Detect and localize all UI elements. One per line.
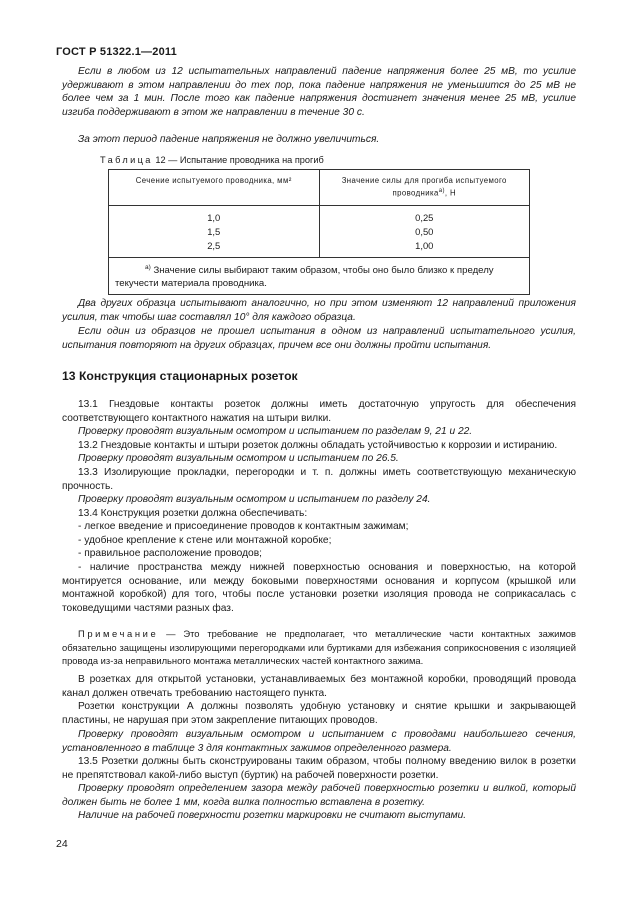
table-header-footnote-mark: а) [438,188,445,194]
open-installation-paragraph: В розетках для открытой установки, устанавливаемых без монтажной коробки, проводящий провода канал должен отвечать требованию настоящего пункта. [62,674,576,699]
note-text: — Это требование не предполагает, что металлические части контактных зажимов обязательно защищены изолирующими перегородками или буртиками для избежания соприкосновения с изоляцией провода из-за неправильного монтажа металлических частей контактного зажима. [62,628,576,667]
table-cell: 0,25 [415,211,434,223]
document-header: ГОСТ Р 51322.1—2011 [56,46,177,58]
after-table-paragraph-1: Два других образца испытывают аналогично, но при этом изменяют 12 направлений приложения усилия, так чтобы шаг составлял 10° для каждого образца. [62,298,576,323]
clause-13-2: 13.2 Гнездовые контакты и штыри розеток должны обладать устойчивостью к коррозии и истиранию. [78,440,558,451]
clause-13-3-check: Проверку проводят визуальным осмотром и испытанием по разделу 24. [78,494,431,505]
clause-13-4: 13.4 Конструкция розетки должна обеспечивать: [78,508,308,519]
table-header-section: Сечение испытуемого проводника, мм² [109,170,320,206]
clause-13-5: 13.5 Розетки должны быть сконструированы таким образом, чтобы полному введению вилок в розетки не препятствовал какой-либо выступ (буртик) на рабочей поверхности розетки. [62,756,576,781]
table-sections-cell [109,205,320,257]
table-values-row [109,205,530,257]
section-heading: 13 Конструкция стационарных розеток [62,369,298,383]
clause-13-1-check: Проверку проводят визуальным осмотром и испытанием по разделам 9, 21 и 22. [78,426,473,437]
note-label: Примечание [78,628,159,639]
table-caption [100,155,324,165]
intro-paragraph-2: За этот период падение напряжения не должно увеличиться. [78,134,380,145]
after-table-paragraph-2: Если один из образцов не прошел испытания в одном из направлений испытательного усилия, испытания повторяют на других образцах, причем все они должны пройти испытания. [62,326,576,351]
clause-13-5-marking: Наличие на рабочей поверхности розетки маркировки не считают выступами. [78,810,467,821]
table-footnote: $^{а)}$ Значение силы выбирают таким образом, чтобы оно было близко к пределу текучести материала проводника. [109,257,530,294]
construction-a-paragraph: Розетки конструкции А должны позволять удобную установку и снятие крышки и закрывающей пластины, не нарушая при этом закрепление питающих проводов. [62,701,576,726]
table-forces-cell [319,205,530,257]
list-item: - правильное расположение проводов; [78,548,262,559]
table-cell: 1,5 [207,225,221,237]
construction-a-check: Проверку проводят визуальным осмотром и испытанием с проводами наибольшего сечения, установленного в таблице 3 для контактных зажимов определенного размера. [62,729,576,754]
list-item: - удобное крепление к стене или монтажной коробке; [78,535,332,546]
list-item: - легкое введение и присоединение проводов к контактным зажимам; [78,521,409,532]
note-paragraph [62,627,576,668]
table-cell: 1,00 [415,239,434,251]
table-footnote-mark: а) [145,263,151,271]
table-header-force: Значение силы для прогиба испытуемого проводника$^{а)}$, Н [319,170,530,206]
clause-13-5-check: Проверку проводят определением зазора между рабочей поверхностью розетки и вилкой, который должен быть не более 1 мм, когда вилка полностью вставлена в розетку. [62,783,576,808]
bend-test-table [108,169,530,295]
clause-13-2-check: Проверку проводят визуальным осмотром и испытанием по 26.5. [78,453,399,464]
intro-paragraph-1: Если в любом из 12 испытательных направлений падение напряжения более 25 мВ, то усилие удерживают в этом направлении до тех пор, пока падение напряжения не уменьшится до 25 мВ не более чем за 1 мин. После того как падение напряжения достигнет значения менее 25 мВ, усилие изгиба поддерживают в этом же направлении в течение 30 с. [62,66,576,118]
table-cell: 2,5 [207,239,221,251]
clause-13-3: 13.3 Изолирующие прокладки, перегородки и т. п. должны иметь соответствующую механическую прочность. [62,467,576,492]
table-cell: 1,0 [207,211,221,223]
table-cell: 0,50 [415,225,434,237]
clause-13-1: 13.1 Гнездовые контакты розеток должны иметь достаточную упругость для обеспечения соответствующего контактного нажатия на штыри вилки. [62,399,576,424]
table-footnote-row [109,257,530,294]
table-caption-word: Таблица [100,155,153,165]
table-header-row [109,170,530,206]
list-item: - наличие пространства между нижней поверхностью основания и поверхностью, на которой монтируется основание, или между боковыми поверхностями основания и корпусом (крышкой или монтажной коробкой) для того, чтобы после установки розетки изоляция провода не соприкасалась с токоведущими частями разных фаз. [62,562,576,614]
table-caption-title: 12 — Испытание проводника на прогиб [155,155,324,165]
page-number: 24 [56,838,68,850]
